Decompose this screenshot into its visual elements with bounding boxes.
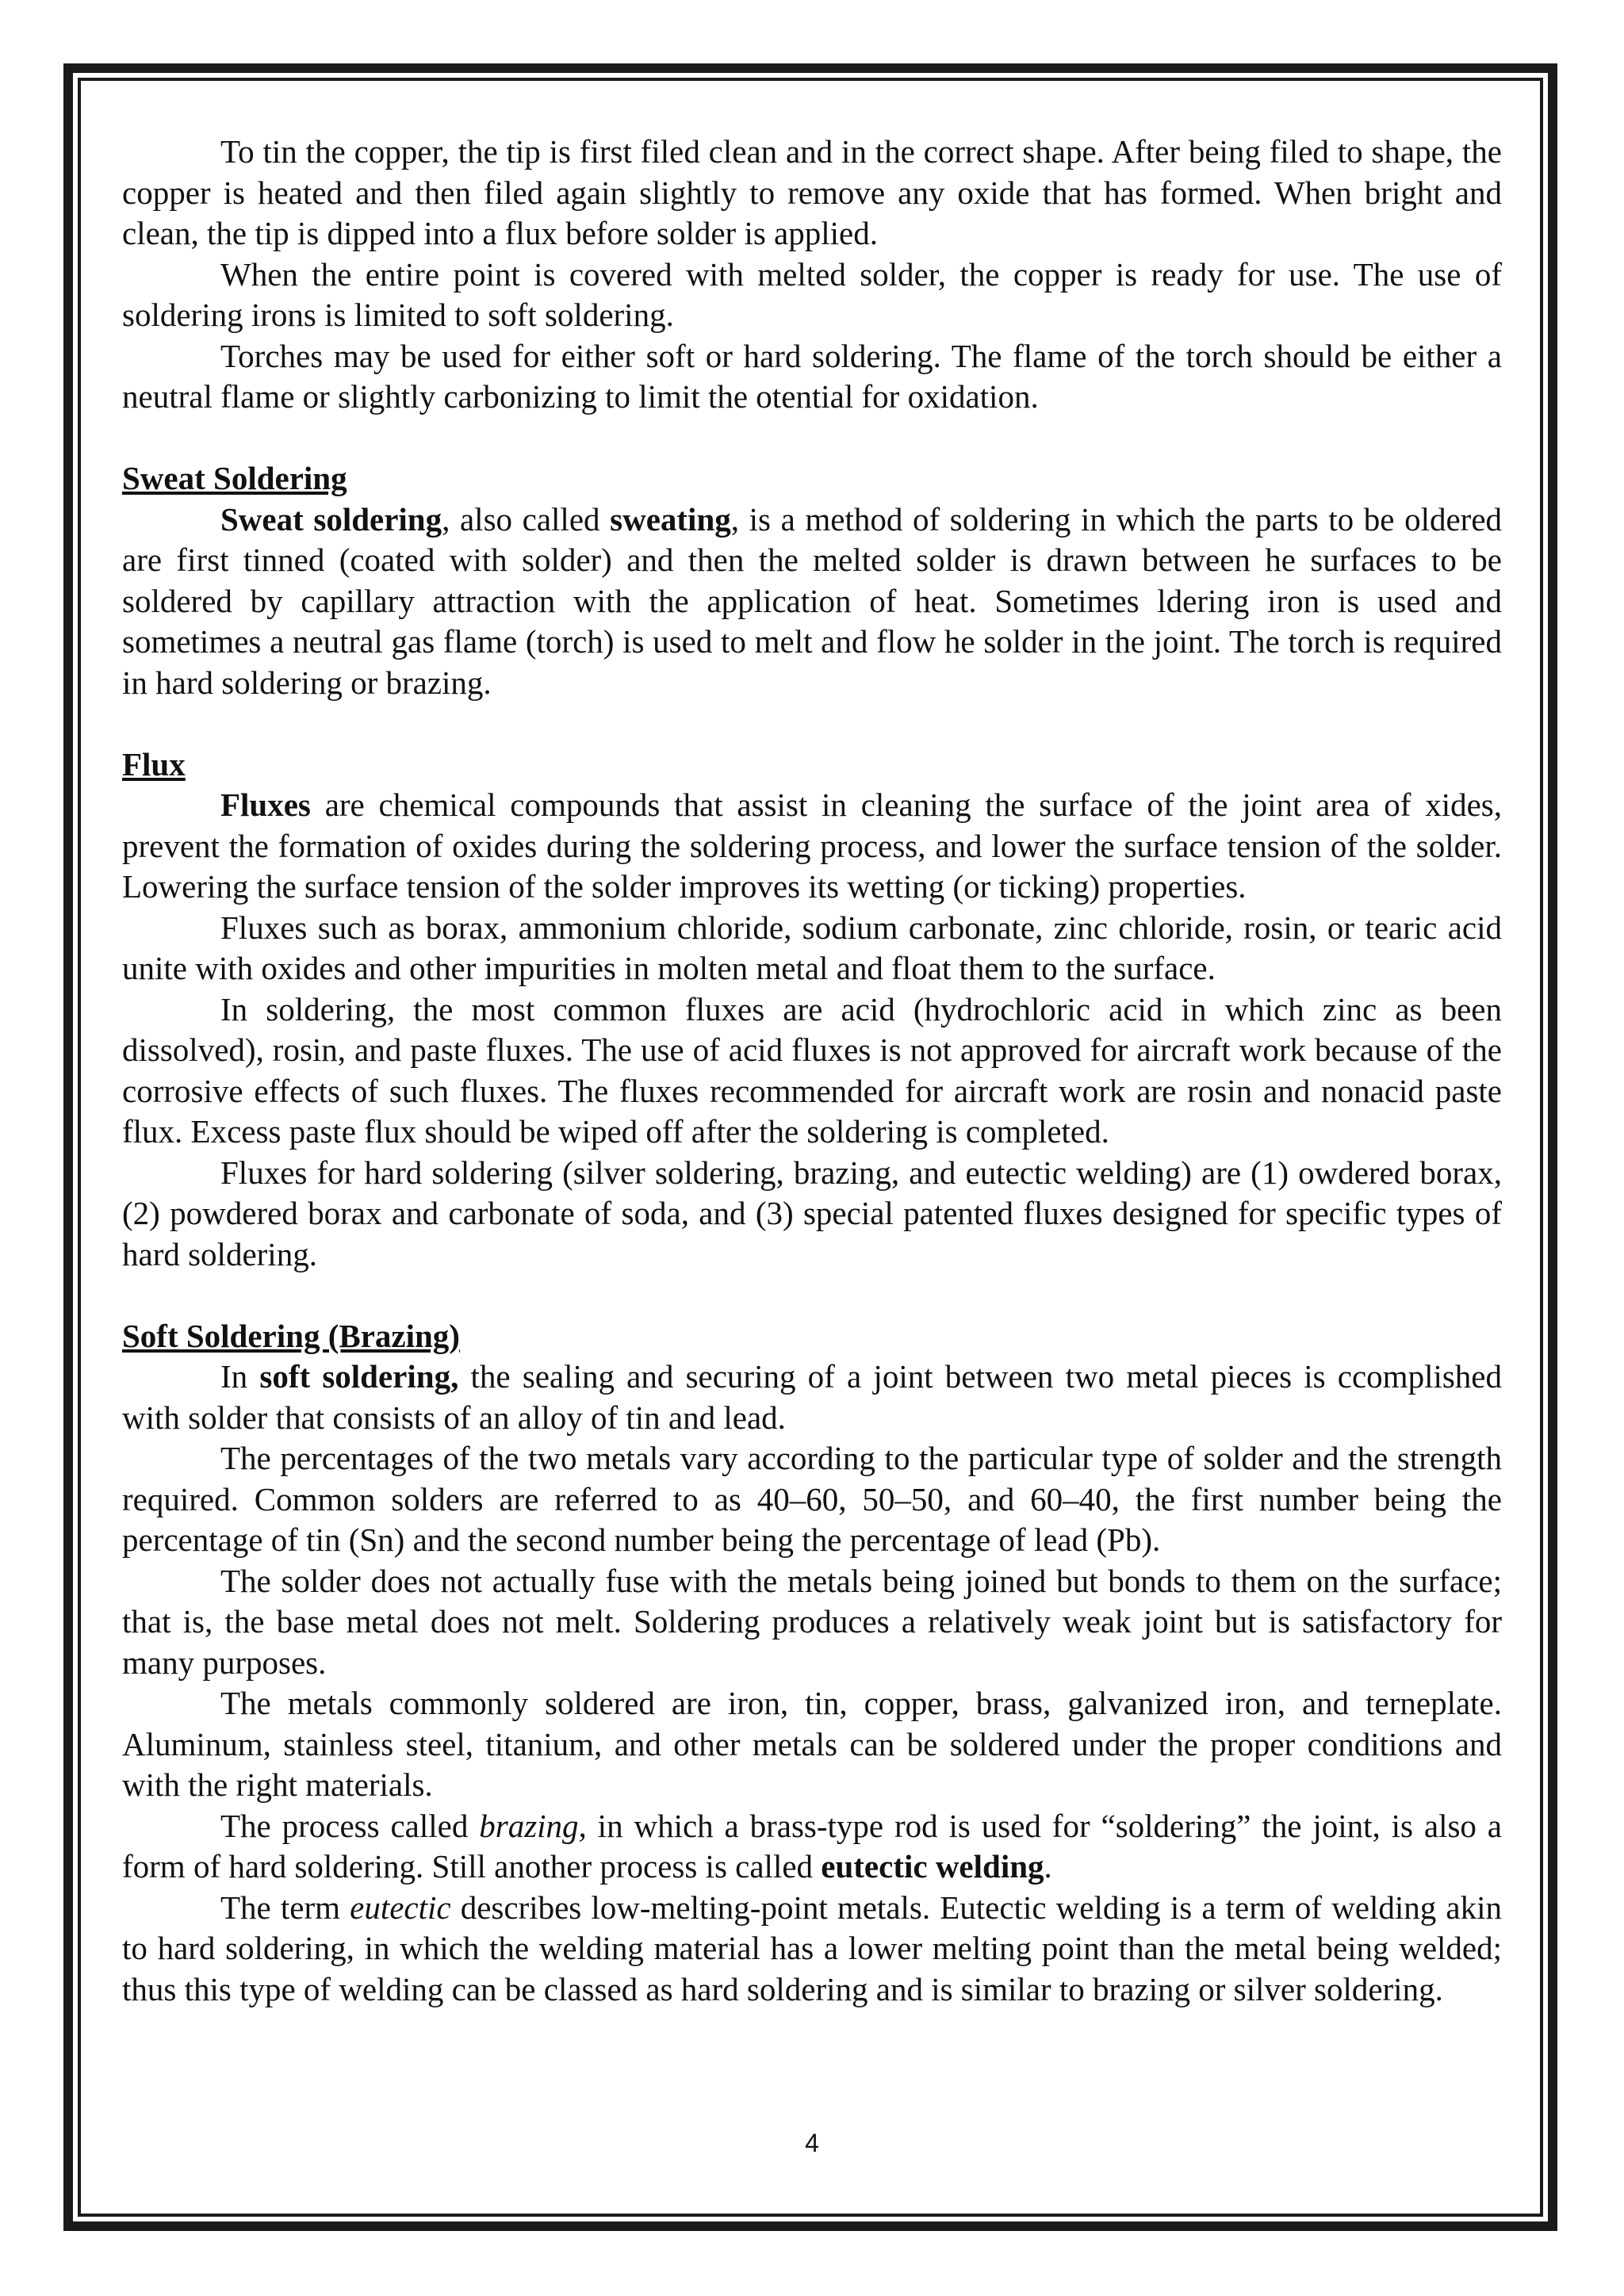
flux-paragraph-4: Fluxes for hard soldering (silver soldering, brazing, and eutectic welding) are (1) owdered borax, (2) powdered borax and carbonate of soda, and (3) special patented fluxes designed for specific types of hard soldering.	[122, 1154, 1502, 1272]
soft-paragraph-5: The process called brazing, in which a brass-type rod is used for “soldering” the joint, is also a form of hard soldering. Still another process is called eutectic welding.	[122, 1807, 1502, 1885]
section-gap	[122, 418, 1502, 459]
flux-paragraph-2: Fluxes such as borax, ammonium chloride, sodium carbonate, zinc chloride, rosin, or tearic acid unite with oxides and other impurities in molten metal and float them to the surface.	[122, 909, 1502, 986]
soft-paragraph-3: The solder does not actually fuse with the metals being joined but bonds to them on the surface; that is, the base metal does not melt. Soldering produces a relatively weak joint but is satisfactory for many purposes.	[122, 1562, 1502, 1681]
heading-soft-soldering: Soft Soldering (Brazing)	[122, 1317, 460, 1354]
soft-paragraph-1: In soft soldering, the sealing and securing of a joint between two metal pieces is ccomplished with solder that consists of an alloy of tin and lead.	[122, 1358, 1503, 1436]
soft-paragraph-4: The metals commonly soldered are iron, tin, copper, brass, galvanized iron, and terneplate. Aluminum, stainless steel, titanium, and other metals can be soldered under the proper conditions and with the right materials.	[122, 1685, 1502, 1803]
term-soft-soldering: soft soldering,	[259, 1358, 459, 1395]
heading-sweat-soldering: Sweat Soldering	[122, 460, 347, 496]
term-brazing: brazing,	[479, 1807, 587, 1844]
flux-paragraph-3: In soldering, the most common fluxes are acid (hydrochloric acid in which zinc as been dissolved), rosin, and paste fluxes. The use of acid fluxes is not approved for aircraft work because of the corrosive effects of such fluxes. The fluxes recommended for aircraft work are rosin and nonacid paste flux. Excess paste flux should be wiped off after the soldering is completed.	[122, 990, 1502, 1150]
term-sweating: sweating	[610, 500, 731, 538]
section-gap	[122, 703, 1502, 744]
term-fluxes: Fluxes	[220, 786, 311, 823]
flux-paragraph-1: Fluxes are chemical compounds that assist in cleaning the surface of the joint area of xides, prevent the formation of oxides during the soldering process, and lower the surface tension of the solder. Lowering the surface tension of the solder improves its wetting (or ticking) properties.	[122, 786, 1502, 905]
intro-paragraph-3: Torches may be used for either soft or hard soldering. The flame of the torch should be either a neutral flame or slightly carbonizing to limit the otential for oxidation.	[122, 337, 1502, 415]
heading-flux: Flux	[122, 745, 186, 783]
term-eutectic: eutectic	[350, 1888, 451, 1926]
page-number: 4	[805, 2129, 819, 2157]
soft-paragraph-2: The percentages of the two metals vary according to the particular type of solder and the strength required. Common solders are referred to as 40–60, 50–50, and 60–40, the first number being the percentage of tin (Sn) and the second number being the percentage of lead (Pb).	[122, 1440, 1502, 1558]
term-eutectic-welding: eutectic welding	[821, 1848, 1044, 1885]
page-content	[122, 132, 1502, 2010]
intro-paragraph-2: When the entire point is covered with melted solder, the copper is ready for use. The use of soldering irons is limited to soft soldering.	[122, 255, 1502, 333]
soft-paragraph-6: The term eutectic describes low-melting-point metals. Eutectic welding is a term of welding akin to hard soldering, in which the welding material has a lower melting point than the metal being welded; thus this type of welding can be classed as hard soldering and is similar to brazing or silver soldering.	[122, 1888, 1502, 2007]
intro-paragraph-1: To tin the copper, the tip is first filed clean and in the correct shape. After being filed to shape, the copper is heated and then filed again slightly to remove any oxide that has formed. When bright and clean, the tip is dipped into a flux before solder is applied.	[122, 133, 1502, 251]
section-gap	[122, 1275, 1502, 1316]
term-sweat-soldering: Sweat soldering	[220, 500, 442, 538]
sweat-paragraph-1: Sweat soldering, also called sweating, is a method of soldering in which the parts to be oldered are first tinned (coated with solder) and then the melted solder is drawn between he surfaces to be soldered by capillary attraction with the application of heat. Sometimes ldering iron is used and sometimes a neutral gas flame (torch) is used to melt and flow he solder in the joint. The torch is required in hard soldering or brazing.	[122, 500, 1503, 701]
